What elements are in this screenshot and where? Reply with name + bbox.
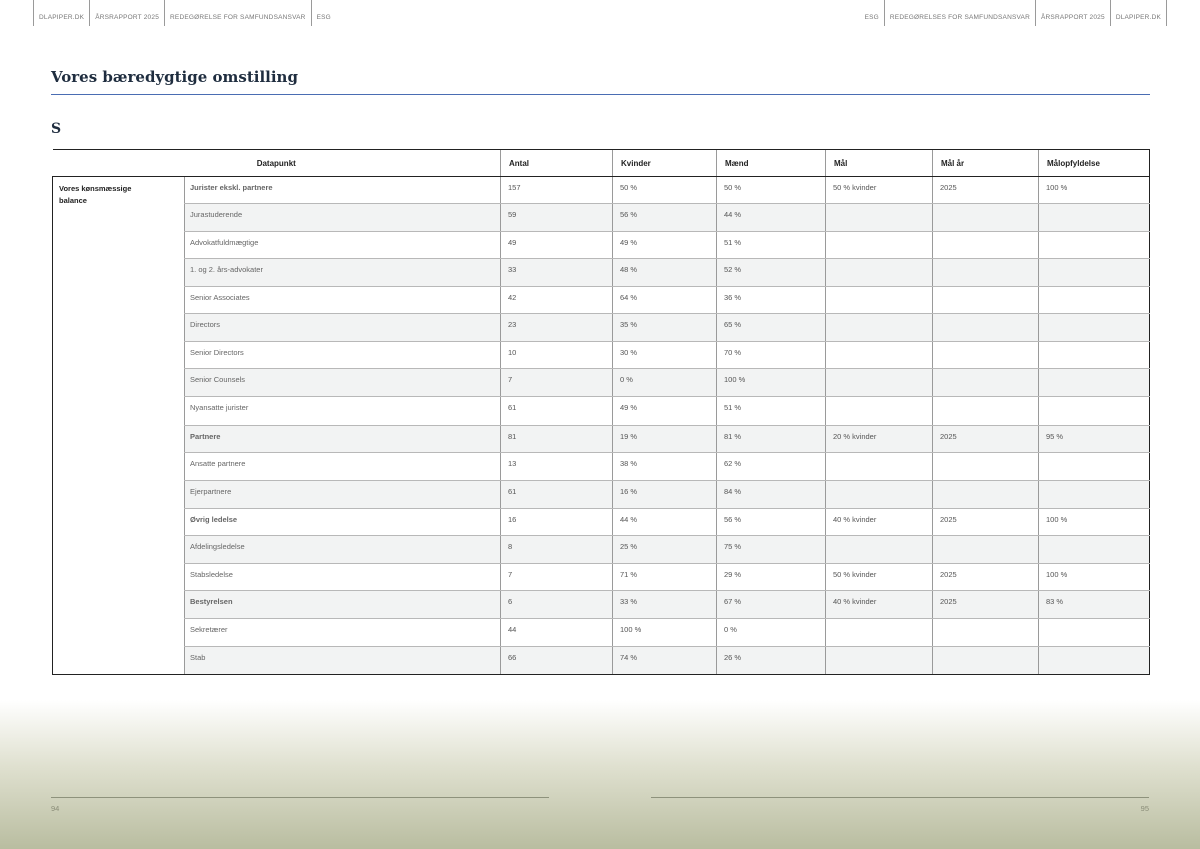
- cell-maal: [826, 287, 933, 314]
- cell-kvinder: 71 %: [613, 564, 717, 591]
- cell-kvinder: 48 %: [613, 259, 717, 287]
- cell-maal-aar: [933, 314, 1039, 342]
- page-number-left: 94: [51, 804, 60, 813]
- cell-datapunkt: Afdelingsledelse: [185, 536, 501, 564]
- cell-maalopfyldelse: [1039, 204, 1150, 232]
- cell-antal: 61: [501, 481, 613, 509]
- cell-antal: 23: [501, 314, 613, 342]
- nav-link-annual-report[interactable]: ÅRSRAPPORT 2025: [1036, 0, 1111, 26]
- table-row: [53, 619, 1150, 647]
- cell-maal: [826, 342, 933, 369]
- cell-maal: [826, 397, 933, 426]
- cell-kvinder: 30 %: [613, 342, 717, 369]
- cell-maend: 100 %: [717, 369, 826, 397]
- cell-maal: [826, 204, 933, 232]
- cell-maalopfyldelse: [1039, 619, 1150, 647]
- cell-maal-aar: [933, 397, 1039, 426]
- cell-maalopfyldelse: [1039, 259, 1150, 287]
- nav-link-csr[interactable]: REDEGØRELSES FOR SAMFUNDSANSVAR: [885, 0, 1036, 26]
- cell-datapunkt: Jurister ekskl. partnere: [185, 177, 501, 204]
- cell-maend: 75 %: [717, 536, 826, 564]
- table-row: [53, 453, 1150, 481]
- cell-maalopfyldelse: [1039, 481, 1150, 509]
- cell-kvinder: 49 %: [613, 397, 717, 426]
- cell-antal: 61: [501, 397, 613, 426]
- cell-antal: 42: [501, 287, 613, 314]
- cell-maal: 50 % kvinder: [826, 564, 933, 591]
- cell-antal: 8: [501, 536, 613, 564]
- cell-kvinder: 25 %: [613, 536, 717, 564]
- cell-antal: 49: [501, 232, 613, 259]
- cell-maalopfyldelse: 100 %: [1039, 564, 1150, 591]
- column-header-maal-aar: Mål år: [933, 150, 1039, 177]
- cell-maal: [826, 369, 933, 397]
- cell-maalopfyldelse: 95 %: [1039, 426, 1150, 453]
- cell-datapunkt: Ejerpartnere: [185, 481, 501, 509]
- nav-link-site[interactable]: DLAPIPER.DK: [33, 0, 89, 26]
- cell-maend: 70 %: [717, 342, 826, 369]
- page-number-right: 95: [1140, 804, 1149, 813]
- cell-maend: 65 %: [717, 314, 826, 342]
- cell-antal: 10: [501, 342, 613, 369]
- cell-kvinder: 56 %: [613, 204, 717, 232]
- cell-kvinder: 100 %: [613, 619, 717, 647]
- cell-kvinder: 74 %: [613, 647, 717, 675]
- page-title: Vores bæredygtige omstilling: [51, 68, 298, 86]
- table-row: [53, 259, 1150, 287]
- cell-maal: [826, 619, 933, 647]
- cell-antal: 81: [501, 426, 613, 453]
- table-row: [53, 314, 1150, 342]
- cell-maal-aar: 2025: [933, 591, 1039, 619]
- cell-kvinder: 35 %: [613, 314, 717, 342]
- table-row: [53, 536, 1150, 564]
- cell-maal-aar: [933, 481, 1039, 509]
- table-row: [53, 204, 1150, 232]
- cell-maend: 26 %: [717, 647, 826, 675]
- cell-kvinder: 64 %: [613, 287, 717, 314]
- footer-divider-right: [651, 797, 1149, 798]
- cell-maal: 50 % kvinder: [826, 177, 933, 204]
- cell-maal: 40 % kvinder: [826, 591, 933, 619]
- cell-maal-aar: [933, 536, 1039, 564]
- table-row: [53, 564, 1150, 591]
- cell-maal: 20 % kvinder: [826, 426, 933, 453]
- cell-datapunkt: Senior Directors: [185, 342, 501, 369]
- cell-maal: 40 % kvinder: [826, 509, 933, 536]
- cell-maend: 52 %: [717, 259, 826, 287]
- cell-maalopfyldelse: 83 %: [1039, 591, 1150, 619]
- cell-maend: 81 %: [717, 426, 826, 453]
- cell-maend: 44 %: [717, 204, 826, 232]
- top-nav-right: [860, 0, 1167, 26]
- cell-kvinder: 0 %: [613, 369, 717, 397]
- cell-datapunkt: Ansatte partnere: [185, 453, 501, 481]
- cell-maalopfyldelse: [1039, 369, 1150, 397]
- cell-antal: 59: [501, 204, 613, 232]
- cell-maal-aar: 2025: [933, 426, 1039, 453]
- cell-antal: 33: [501, 259, 613, 287]
- title-divider: [51, 94, 1150, 95]
- cell-antal: 7: [501, 369, 613, 397]
- cell-datapunkt: Advokatfuldmægtige: [185, 232, 501, 259]
- cell-maal-aar: [933, 453, 1039, 481]
- cell-antal: 16: [501, 509, 613, 536]
- table-row: [53, 481, 1150, 509]
- cell-datapunkt: Senior Counsels: [185, 369, 501, 397]
- nav-link-esg[interactable]: ESG: [860, 0, 885, 26]
- column-header-antal: Antal: [501, 150, 613, 177]
- table-row: [53, 647, 1150, 675]
- column-header-kvinder: Kvinder: [613, 150, 717, 177]
- cell-datapunkt: Nyansatte jurister: [185, 397, 501, 426]
- cell-antal: 66: [501, 647, 613, 675]
- column-header-maal: Mål: [826, 150, 933, 177]
- table-header-row: [53, 150, 1150, 177]
- cell-maal-aar: [933, 204, 1039, 232]
- nav-link-annual-report[interactable]: ÅRSRAPPORT 2025: [89, 0, 164, 26]
- cell-maend: 67 %: [717, 591, 826, 619]
- cell-maend: 29 %: [717, 564, 826, 591]
- column-header-maalopfyldelse: Målopfyldelse: [1039, 150, 1150, 177]
- cell-kvinder: 16 %: [613, 481, 717, 509]
- column-header-datapunkt: Datapunkt: [53, 150, 501, 177]
- column-header-maend: Mænd: [717, 150, 826, 177]
- table-row: [53, 369, 1150, 397]
- cell-maal: [826, 647, 933, 675]
- nav-link-site[interactable]: DLAPIPER.DK: [1111, 0, 1167, 26]
- cell-datapunkt: Stabsledelse: [185, 564, 501, 591]
- cell-kvinder: 19 %: [613, 426, 717, 453]
- cell-maalopfyldelse: [1039, 314, 1150, 342]
- table-row: [53, 426, 1150, 453]
- cell-maalopfyldelse: [1039, 397, 1150, 426]
- cell-maal: [826, 314, 933, 342]
- cell-maalopfyldelse: 100 %: [1039, 177, 1150, 204]
- cell-kvinder: 49 %: [613, 232, 717, 259]
- cell-datapunkt: Directors: [185, 314, 501, 342]
- cell-datapunkt: Jurastuderende: [185, 204, 501, 232]
- cell-maal-aar: [933, 647, 1039, 675]
- table-row: [53, 177, 1150, 204]
- bottom-gradient-band: [0, 700, 1200, 849]
- cell-maend: 51 %: [717, 232, 826, 259]
- table-row: [53, 287, 1150, 314]
- cell-maal-aar: 2025: [933, 177, 1039, 204]
- top-nav-left: [33, 0, 336, 26]
- row-group-label: Vores kønsmæssige balance: [53, 177, 185, 675]
- section-heading: S: [51, 121, 62, 137]
- cell-datapunkt: Øvrig ledelse: [185, 509, 501, 536]
- cell-maend: 36 %: [717, 287, 826, 314]
- cell-antal: 157: [501, 177, 613, 204]
- cell-maalopfyldelse: 100 %: [1039, 509, 1150, 536]
- cell-maal: [826, 453, 933, 481]
- cell-maal: [826, 536, 933, 564]
- cell-maal: [826, 259, 933, 287]
- cell-antal: 44: [501, 619, 613, 647]
- cell-datapunkt: Senior Associates: [185, 287, 501, 314]
- cell-maal-aar: 2025: [933, 564, 1039, 591]
- table-row: [53, 397, 1150, 426]
- cell-maalopfyldelse: [1039, 342, 1150, 369]
- cell-datapunkt: 1. og 2. års-advokater: [185, 259, 501, 287]
- cell-datapunkt: Sekretærer: [185, 619, 501, 647]
- cell-maal-aar: [933, 232, 1039, 259]
- nav-link-esg[interactable]: ESG: [311, 0, 336, 26]
- cell-maal-aar: [933, 619, 1039, 647]
- cell-kvinder: 44 %: [613, 509, 717, 536]
- cell-antal: 7: [501, 564, 613, 591]
- nav-link-csr[interactable]: REDEGØRELSE FOR SAMFUNDSANSVAR: [164, 0, 311, 26]
- cell-maal-aar: 2025: [933, 509, 1039, 536]
- cell-kvinder: 33 %: [613, 591, 717, 619]
- cell-antal: 6: [501, 591, 613, 619]
- cell-maalopfyldelse: [1039, 536, 1150, 564]
- cell-maend: 56 %: [717, 509, 826, 536]
- cell-maalopfyldelse: [1039, 232, 1150, 259]
- gender-balance-table: [52, 149, 1150, 675]
- table-row: [53, 591, 1150, 619]
- cell-datapunkt: Partnere: [185, 426, 501, 453]
- cell-maal-aar: [933, 259, 1039, 287]
- cell-maal-aar: [933, 342, 1039, 369]
- cell-maend: 50 %: [717, 177, 826, 204]
- cell-kvinder: 50 %: [613, 177, 717, 204]
- cell-maal: [826, 232, 933, 259]
- cell-datapunkt: Bestyrelsen: [185, 591, 501, 619]
- cell-maend: 62 %: [717, 453, 826, 481]
- cell-maalopfyldelse: [1039, 647, 1150, 675]
- cell-maend: 51 %: [717, 397, 826, 426]
- footer-divider-left: [51, 797, 549, 798]
- table-row: [53, 342, 1150, 369]
- cell-maal-aar: [933, 369, 1039, 397]
- cell-maend: 84 %: [717, 481, 826, 509]
- cell-maalopfyldelse: [1039, 287, 1150, 314]
- cell-kvinder: 38 %: [613, 453, 717, 481]
- cell-maal-aar: [933, 287, 1039, 314]
- cell-maend: 0 %: [717, 619, 826, 647]
- cell-maalopfyldelse: [1039, 453, 1150, 481]
- table-row: [53, 232, 1150, 259]
- cell-datapunkt: Stab: [185, 647, 501, 675]
- cell-maal: [826, 481, 933, 509]
- cell-antal: 13: [501, 453, 613, 481]
- table-row: [53, 509, 1150, 536]
